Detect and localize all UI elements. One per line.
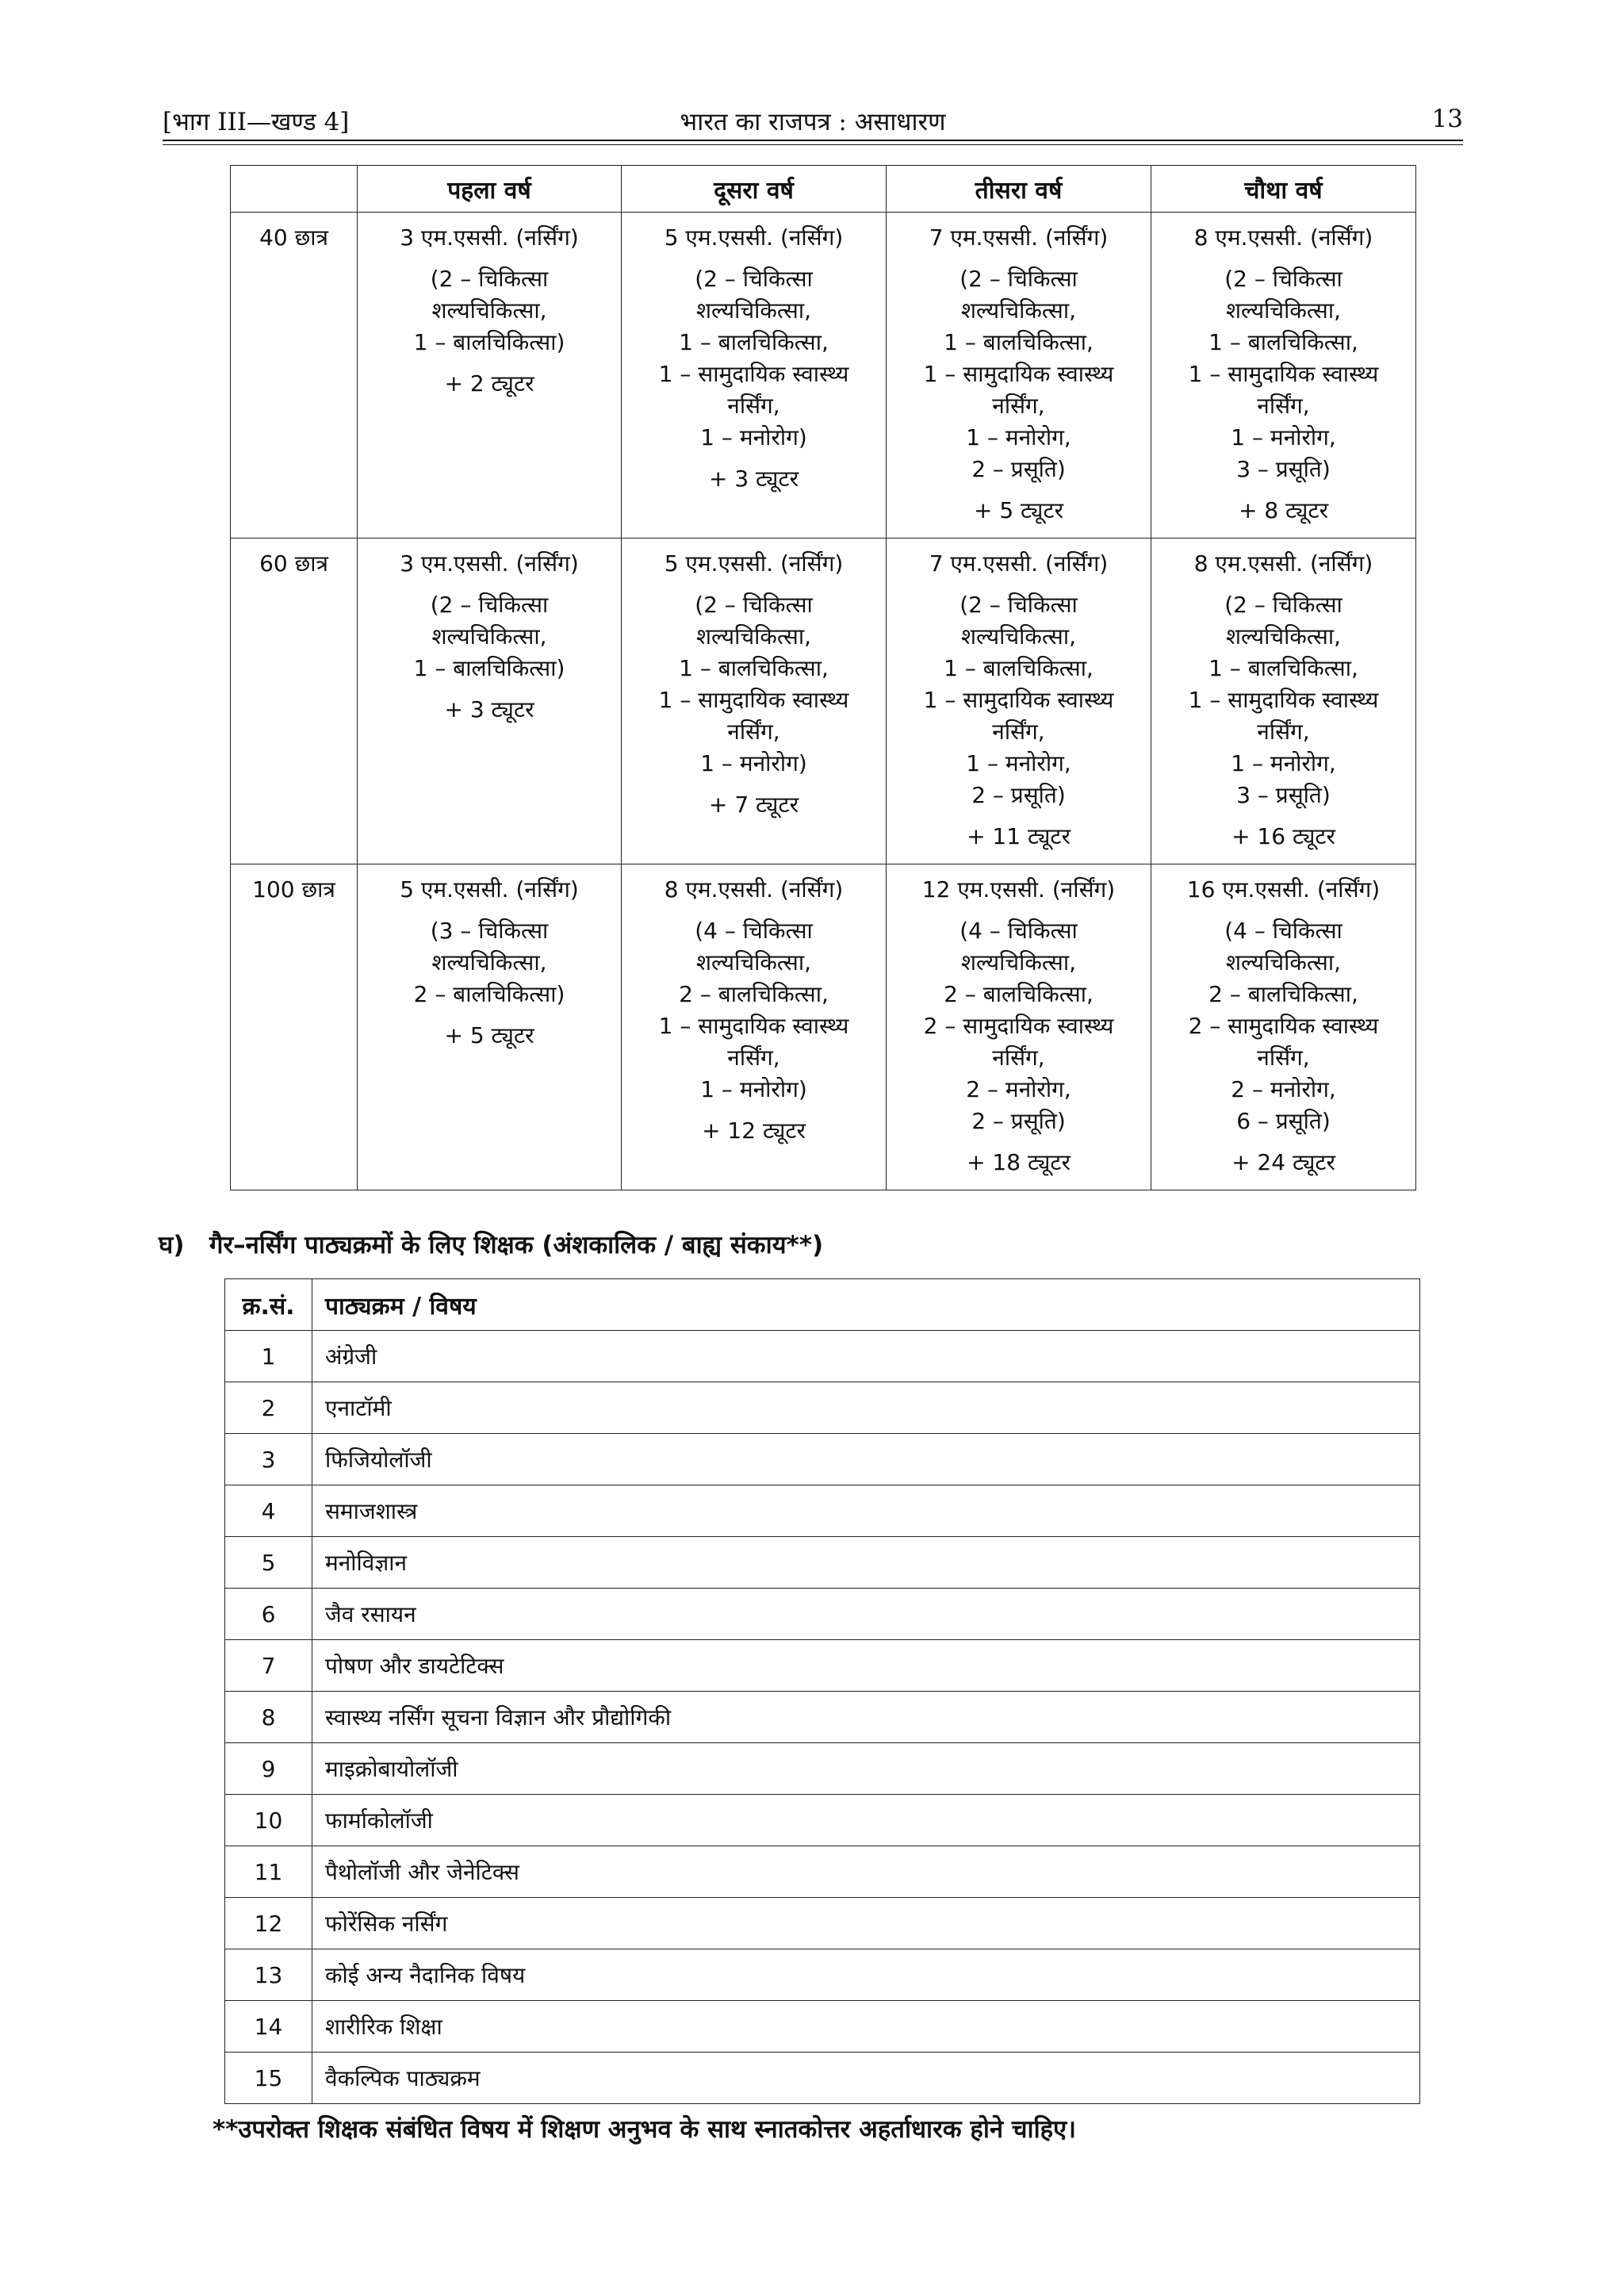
specialty-line: 1 – मनोरोग, <box>1231 750 1336 776</box>
specialty-line: 1 – मनोरोग, <box>966 424 1071 450</box>
specialty-line: 1 – सामुदायिक स्वास्थ्य <box>1188 687 1379 713</box>
column-header-year-2: दूसरा वर्ष <box>622 166 887 213</box>
specialty-line: (2 – चिकित्सा <box>1224 592 1342 618</box>
tutor-count: + 18 ट्यूटर <box>967 1149 1071 1175</box>
specialty-line: 6 – प्रसूति) <box>1236 1108 1331 1134</box>
specialty-breakdown <box>890 589 1147 811</box>
table-row <box>231 539 1416 864</box>
page-number: 13 <box>1431 105 1463 133</box>
specialty-line: शल्यचिकित्सा, <box>431 949 547 976</box>
serial-number: 6 <box>225 1589 312 1640</box>
specialty-line: शल्यचिकित्सा, <box>696 297 811 324</box>
specialty-line: 2 – बालचिकित्सा, <box>1208 981 1358 1007</box>
specialty-line: 2 – सामुदायिक स्वास्थ्य <box>1188 1013 1379 1039</box>
tutor-count: + 24 ट्यूटर <box>1231 1149 1335 1175</box>
subject-name: शारीरिक शिक्षा <box>312 2001 1420 2053</box>
specialty-breakdown <box>1155 915 1412 1137</box>
header-rule <box>163 140 1463 141</box>
specialty-breakdown <box>890 263 1147 485</box>
table-row <box>225 1692 1420 1743</box>
specialty-line: 1 – बालचिकित्सा) <box>413 329 565 355</box>
table-row <box>225 1640 1420 1692</box>
specialty-line: (2 – चिकित्सा <box>695 592 813 618</box>
specialty-line: (2 – चिकित्सा <box>1224 266 1342 292</box>
specialty-line: नर्सिंग, <box>727 719 780 745</box>
header-rule-thin <box>163 144 1463 145</box>
specialty-line: (2 – चिकित्सा <box>430 266 549 292</box>
specialty-line: शल्यचिकित्सा, <box>1226 297 1341 324</box>
specialty-line: 1 – बालचिकित्सा, <box>944 329 1094 355</box>
subjects-table-body <box>225 1331 1420 2104</box>
staffing-cell <box>358 864 622 1190</box>
serial-number: 12 <box>225 1898 312 1949</box>
specialty-line: 1 – सामुदायिक स्वास्थ्य <box>1188 361 1379 387</box>
serial-number: 7 <box>225 1640 312 1692</box>
table-row <box>231 213 1416 539</box>
specialty-line: शल्यचिकित्सा, <box>961 949 1076 976</box>
tutor-count: + 3 ट्यूटर <box>444 696 534 723</box>
staffing-cell <box>358 539 622 864</box>
non-nursing-subjects-table <box>224 1278 1420 2104</box>
faculty-staffing-table <box>230 165 1416 1190</box>
table-row <box>225 1434 1420 1485</box>
specialty-line: 1 – सामुदायिक स्वास्थ्य <box>923 687 1114 713</box>
serial-number: 14 <box>225 2001 312 2053</box>
staffing-cell <box>887 213 1151 539</box>
specialty-line: 1 – बालचिकित्सा, <box>1208 329 1358 355</box>
subject-name: फार्माकोलॉजी <box>312 1795 1420 1846</box>
table-row <box>225 2001 1420 2053</box>
subject-name: फोरेंसिक नर्सिंग <box>312 1898 1420 1949</box>
specialty-line: (2 – चिकित्सा <box>695 266 813 292</box>
faculty-count: 8 एम.एससी. (नर्सिंग) <box>1193 550 1373 577</box>
specialty-breakdown <box>890 915 1147 1137</box>
serial-number: 5 <box>225 1537 312 1589</box>
gazette-part: [भाग III—खण्ड 4] <box>163 108 350 136</box>
specialty-breakdown <box>625 589 883 780</box>
serial-number: 15 <box>225 2053 312 2104</box>
staffing-cell <box>622 213 887 539</box>
staffing-cell <box>1151 864 1416 1190</box>
specialty-line: नर्सिंग, <box>727 1045 780 1071</box>
subject-name: मनोविज्ञान <box>312 1537 1420 1589</box>
specialty-line: (2 – चिकित्सा <box>959 266 1078 292</box>
subjects-header-row <box>225 1279 1420 1331</box>
staffing-table-body <box>231 213 1416 1190</box>
specialty-line: नर्सिंग, <box>1257 719 1310 745</box>
subject-name: पोषण और डायटेटिक्स <box>312 1640 1420 1692</box>
specialty-line: शल्यचिकित्सा, <box>696 623 811 650</box>
specialty-line: शल्यचिकित्सा, <box>961 297 1076 324</box>
specialty-line: 3 – प्रसूति) <box>1236 782 1331 808</box>
specialty-line: 1 – सामुदायिक स्वास्थ्य <box>658 1013 849 1039</box>
specialty-breakdown <box>361 263 618 358</box>
faculty-count: 8 एम.एससी. (नर्सिंग) <box>664 876 844 903</box>
specialty-breakdown <box>1155 589 1412 811</box>
specialty-line: (2 – चिकित्सा <box>959 592 1078 618</box>
specialty-breakdown <box>361 589 618 684</box>
faculty-count: 5 एम.एससी. (नर्सिंग) <box>400 876 579 903</box>
specialty-line: 1 – बालचिकित्सा, <box>1208 655 1358 681</box>
specialty-line: 2 – प्रसूति) <box>971 456 1066 482</box>
column-header-year-3: तीसरा वर्ष <box>887 166 1151 213</box>
gazette-title: भारत का राजपत्र : असाधारण <box>680 108 946 136</box>
subject-name: समाजशास्त्र <box>312 1485 1420 1537</box>
specialty-line: नर्सिंग, <box>992 393 1045 419</box>
specialty-line: 2 – सामुदायिक स्वास्थ्य <box>923 1013 1114 1039</box>
column-header-subject: पाठ्यक्रम / विषय <box>312 1279 1420 1331</box>
specialty-line: 1 – मनोरोग) <box>700 750 807 776</box>
serial-number: 3 <box>225 1434 312 1485</box>
tutor-count: + 11 ट्यूटर <box>967 823 1071 849</box>
specialty-line: शल्यचिकित्सा, <box>431 297 547 324</box>
specialty-line: 1 – सामुदायिक स्वास्थ्य <box>923 361 1114 387</box>
subject-name: वैकल्पिक पाठ्यक्रम <box>312 2053 1420 2104</box>
specialty-line: (4 – चिकित्सा <box>695 918 813 944</box>
specialty-line: नर्सिंग, <box>1257 393 1310 419</box>
section-heading <box>159 1228 823 1261</box>
footnote: **उपरोक्त शिक्षक संबंधित विषय में शिक्षण अनुभव के साथ स्नातकोत्तर अहर्ताधारक होने चाहिए। <box>213 2115 1076 2144</box>
serial-number: 10 <box>225 1795 312 1846</box>
specialty-line: 1 – मनोरोग, <box>966 750 1071 776</box>
specialty-breakdown <box>625 915 883 1106</box>
faculty-count: 12 एम.एससी. (नर्सिंग) <box>921 876 1116 903</box>
staffing-cell <box>622 864 887 1190</box>
subject-name: माइक्रोबायोलॉजी <box>312 1743 1420 1795</box>
serial-number: 9 <box>225 1743 312 1795</box>
specialty-line: शल्यचिकित्सा, <box>1226 623 1341 650</box>
section-marker: घ) <box>159 1231 185 1259</box>
student-intake-label: 60 छात्र <box>231 539 358 864</box>
specialty-line: 1 – बालचिकित्सा) <box>413 655 565 681</box>
subject-name: जैव रसायन <box>312 1589 1420 1640</box>
specialty-line: शल्यचिकित्सा, <box>1226 949 1341 976</box>
table-row <box>225 1949 1420 2001</box>
table-row <box>225 1537 1420 1589</box>
specialty-line: 2 – मनोरोग, <box>1231 1076 1336 1102</box>
column-header <box>231 166 358 213</box>
column-header-serial: क्र.सं. <box>225 1279 312 1331</box>
table-row <box>225 1485 1420 1537</box>
serial-number: 11 <box>225 1846 312 1898</box>
specialty-line: 2 – प्रसूति) <box>971 1108 1066 1134</box>
specialty-line: 2 – बालचिकित्सा, <box>679 981 829 1007</box>
specialty-line: 1 – सामुदायिक स्वास्थ्य <box>658 361 849 387</box>
staffing-header-row <box>231 166 1416 213</box>
serial-number: 4 <box>225 1485 312 1537</box>
specialty-line: 1 – मनोरोग) <box>700 424 807 450</box>
serial-number: 2 <box>225 1382 312 1434</box>
table-row <box>225 1846 1420 1898</box>
specialty-line: 1 – बालचिकित्सा, <box>679 329 829 355</box>
table-row <box>231 864 1416 1190</box>
subject-name: पैथोलॉजी और जेनेटिक्स <box>312 1846 1420 1898</box>
specialty-line: 1 – बालचिकित्सा, <box>679 655 829 681</box>
specialty-breakdown <box>361 915 618 1010</box>
specialty-line: 1 – मनोरोग, <box>1231 424 1336 450</box>
specialty-line: 1 – बालचिकित्सा, <box>944 655 1094 681</box>
specialty-line: नर्सिंग, <box>992 719 1045 745</box>
staffing-cell <box>887 539 1151 864</box>
table-row <box>225 1382 1420 1434</box>
table-row <box>225 1331 1420 1382</box>
section-title: गैर–नर्सिंग पाठ्यक्रमों के लिए शिक्षक (अंशकालिक / बाह्य संकाय**) <box>209 1231 824 1259</box>
staffing-cell <box>1151 213 1416 539</box>
faculty-count: 16 एम.एससी. (नर्सिंग) <box>1186 876 1381 903</box>
subject-name: एनाटॉमी <box>312 1382 1420 1434</box>
faculty-count: 3 एम.एससी. (नर्सिंग) <box>400 550 579 577</box>
specialty-line: नर्सिंग, <box>992 1045 1045 1071</box>
faculty-count: 8 एम.एससी. (नर्सिंग) <box>1193 224 1373 251</box>
table-row <box>225 1743 1420 1795</box>
column-header-year-4: चौथा वर्ष <box>1151 166 1416 213</box>
faculty-count: 5 एम.एससी. (नर्सिंग) <box>664 224 844 251</box>
page-header <box>163 94 1463 138</box>
faculty-count: 7 एम.एससी. (नर्सिंग) <box>929 550 1109 577</box>
specialty-line: 3 – प्रसूति) <box>1236 456 1331 482</box>
staffing-cell <box>358 213 622 539</box>
specialty-breakdown <box>625 263 883 454</box>
serial-number: 13 <box>225 1949 312 2001</box>
faculty-count: 7 एम.एससी. (नर्सिंग) <box>929 224 1109 251</box>
staffing-cell <box>622 539 887 864</box>
table-row <box>225 1898 1420 1949</box>
subject-name: अंग्रेजी <box>312 1331 1420 1382</box>
specialty-line: 2 – मनोरोग, <box>966 1076 1071 1102</box>
tutor-count: + 16 ट्यूटर <box>1231 823 1335 849</box>
specialty-line: 2 – बालचिकित्सा, <box>944 981 1094 1007</box>
subject-name: कोई अन्य नैदानिक विषय <box>312 1949 1420 2001</box>
column-header-year-1: पहला वर्ष <box>358 166 622 213</box>
specialty-line: (4 – चिकित्सा <box>959 918 1078 944</box>
staffing-cell <box>1151 539 1416 864</box>
tutor-count: + 3 ट्यूटर <box>708 466 799 492</box>
tutor-count: + 12 ट्यूटर <box>702 1117 806 1144</box>
specialty-line: (2 – चिकित्सा <box>430 592 549 618</box>
specialty-line: 1 – सामुदायिक स्वास्थ्य <box>658 687 849 713</box>
specialty-line: 1 – मनोरोग) <box>700 1076 807 1102</box>
specialty-breakdown <box>1155 263 1412 485</box>
serial-number: 1 <box>225 1331 312 1382</box>
specialty-line: 2 – प्रसूति) <box>971 782 1066 808</box>
table-row <box>225 2053 1420 2104</box>
tutor-count: + 2 ट्यूटर <box>444 370 534 397</box>
student-intake-label: 40 छात्र <box>231 213 358 539</box>
subject-name: फिजियोलॉजी <box>312 1434 1420 1485</box>
specialty-line: नर्सिंग, <box>727 393 780 419</box>
specialty-line: (3 – चिकित्सा <box>430 918 549 944</box>
specialty-line: शल्यचिकित्सा, <box>961 623 1076 650</box>
specialty-line: (4 – चिकित्सा <box>1224 918 1342 944</box>
student-intake-label: 100 छात्र <box>231 864 358 1190</box>
faculty-count: 5 एम.एससी. (नर्सिंग) <box>664 550 844 577</box>
tutor-count: + 5 ट्यूटर <box>973 497 1064 523</box>
tutor-count: + 8 ट्यूटर <box>1238 497 1329 523</box>
specialty-line: शल्यचिकित्सा, <box>431 623 547 650</box>
serial-number: 8 <box>225 1692 312 1743</box>
tutor-count: + 7 ट्यूटर <box>708 792 799 818</box>
tutor-count: + 5 ट्यूटर <box>444 1022 534 1048</box>
table-row <box>225 1589 1420 1640</box>
table-row <box>225 1795 1420 1846</box>
subject-name: स्वास्थ्य नर्सिंग सूचना विज्ञान और प्रौद्योगिकी <box>312 1692 1420 1743</box>
specialty-line: 2 – बालचिकित्सा) <box>413 981 565 1007</box>
faculty-count: 3 एम.एससी. (नर्सिंग) <box>400 224 579 251</box>
staffing-cell <box>887 864 1151 1190</box>
specialty-line: नर्सिंग, <box>1257 1045 1310 1071</box>
specialty-line: शल्यचिकित्सा, <box>696 949 811 976</box>
